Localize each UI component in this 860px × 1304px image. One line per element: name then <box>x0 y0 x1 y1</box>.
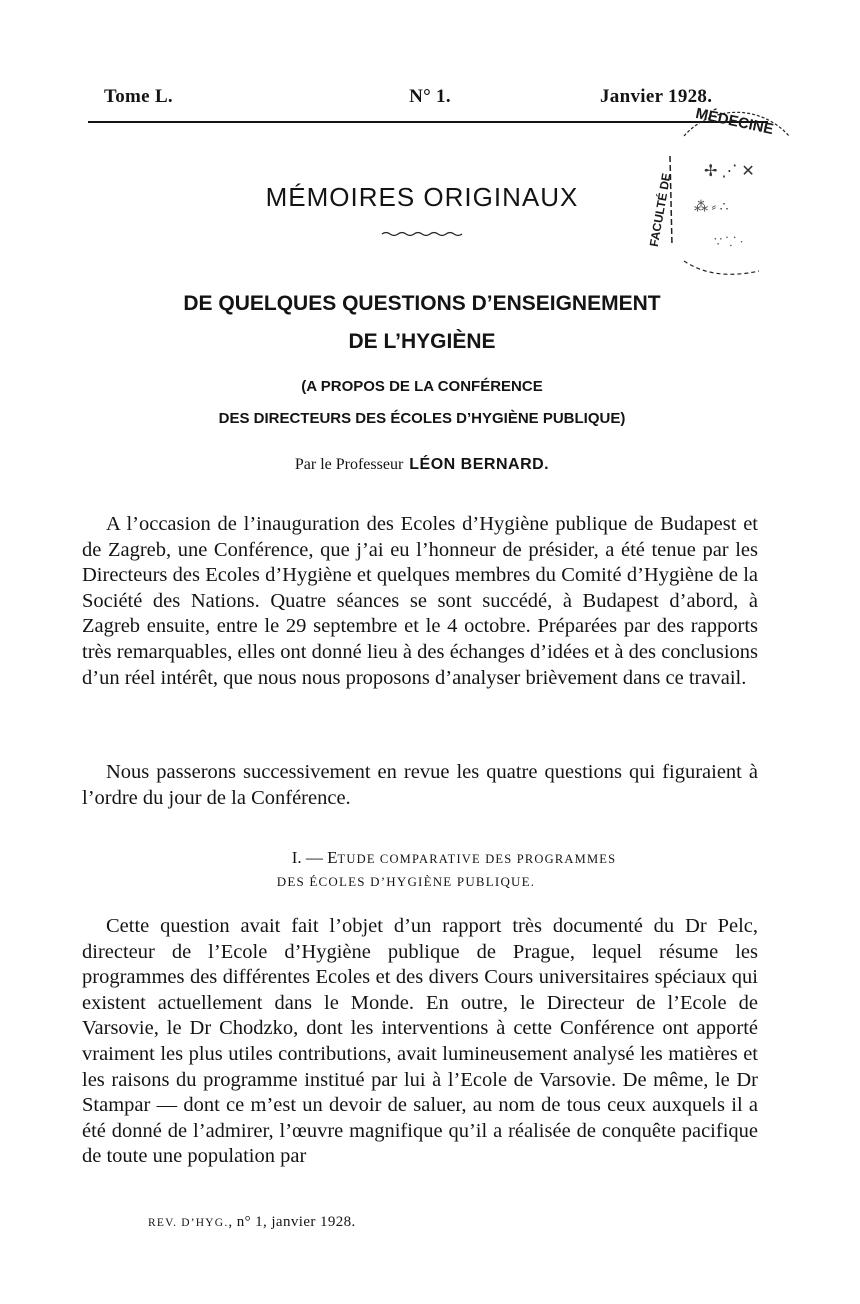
ornament-divider <box>380 230 464 238</box>
svg-text:⁂ ⸗ ∴: ⁂ ⸗ ∴ <box>694 200 729 215</box>
section-heading-line1 <box>120 848 788 868</box>
paragraph-section1: Cette question avait fait l’objet d’un rapport très documenté du Dr Pelc, directeur de l’Ecole d’Hygiène publique de Prague, lequel résume les programmes des différentes Ecoles et des divers Cours universitaires spéciaux qui existent actuellement dans le Monde. En outre, le Directeur de l’Ecole de Varsovie, le Dr Chodzko, dont les interventions à cette Conférence ont apporté vraiment les plus utiles contributions, avait lumineusement analysé les matières et les raisons du programme institué par lui à l’Ecole de Varsovie. De même, le Dr Stampar — dont ce m’est un devoir de saluer, au nom de tous ceux auxquels il a été donné de l’admirer, l’œuvre magnifique qu’il a réalisée de conquête pacifique de toute une population par <box>82 915 758 1168</box>
svg-text:✢ ⋰ ✕: ✢ ⋰ ✕ <box>704 163 755 180</box>
article-title-line1: DE QUELQUES QUESTIONS D’ENSEIGNEMENT <box>183 292 661 315</box>
paragraph-overview: Nous passerons successivement en revue les quatre questions qui figuraient à l’ordre du jour de la Conférence. <box>82 761 758 809</box>
byline <box>88 456 756 474</box>
section-title: MÉMOIRES ORIGINAUX <box>265 182 579 212</box>
section-heading-rest: COMPARATIVE DES PROGRAMMES <box>379 852 617 866</box>
footer-journal: REV. D’HYG. <box>148 1217 229 1229</box>
article-title-line2: DE L’HYGIÈNE <box>348 330 496 353</box>
svg-text:∵ ⸪ ·: ∵ ⸪ · <box>714 234 744 249</box>
paragraph-intro: A l’occasion de l’inauguration des Ecoles d’Hygiène publique de Budapest et de Zagreb, une Conférence, que j’ai eu l’honneur de présider, a été tenue par les Directeurs des Ecoles d’Hygiène et quelques membres du Comité d’Hygiène de la Société des Nations. Quatre séances se sont succédé, à Budapest d’abord, à Zagreb ensuite, entre le 29 septembre et le 4 octobre. Préparées par des rapports très remarquables, elles ont donné lieu à des échanges d’idées et à des conclusions d’un réel intérêt, que nous nous proposons d’analyser brièvement dans ce travail. <box>82 513 758 689</box>
header-tome: Tome L. <box>104 86 173 107</box>
article-subtitle-line1: (A PROPOS DE LA CONFÉRENCE <box>301 378 543 395</box>
header-date: Janvier 1928. <box>600 86 713 107</box>
section-heading-line2: DES ÉCOLES D’HYGIÈNE PUBLIQUE. <box>276 874 536 889</box>
section-numeral: I. — E <box>291 848 338 867</box>
svg-text:MÉDECINE: MÉDECINE <box>694 104 776 139</box>
author-name: LÉON BERNARD. <box>409 456 550 473</box>
byline-prefix: Par le Professeur <box>294 456 404 473</box>
page-footer <box>148 1214 356 1231</box>
article-subtitle-line2: DES DIRECTEURS DES ÉCOLES D’HYGIÈNE PUBLIQUE) <box>218 410 626 427</box>
header-numero: N° 1. <box>409 86 451 107</box>
section-heading-first: TUDE <box>337 852 376 866</box>
footer-issue: , n° 1, janvier 1928. <box>228 1214 356 1230</box>
svg-text:FACULTÉ DE: FACULTÉ DE <box>646 171 674 248</box>
